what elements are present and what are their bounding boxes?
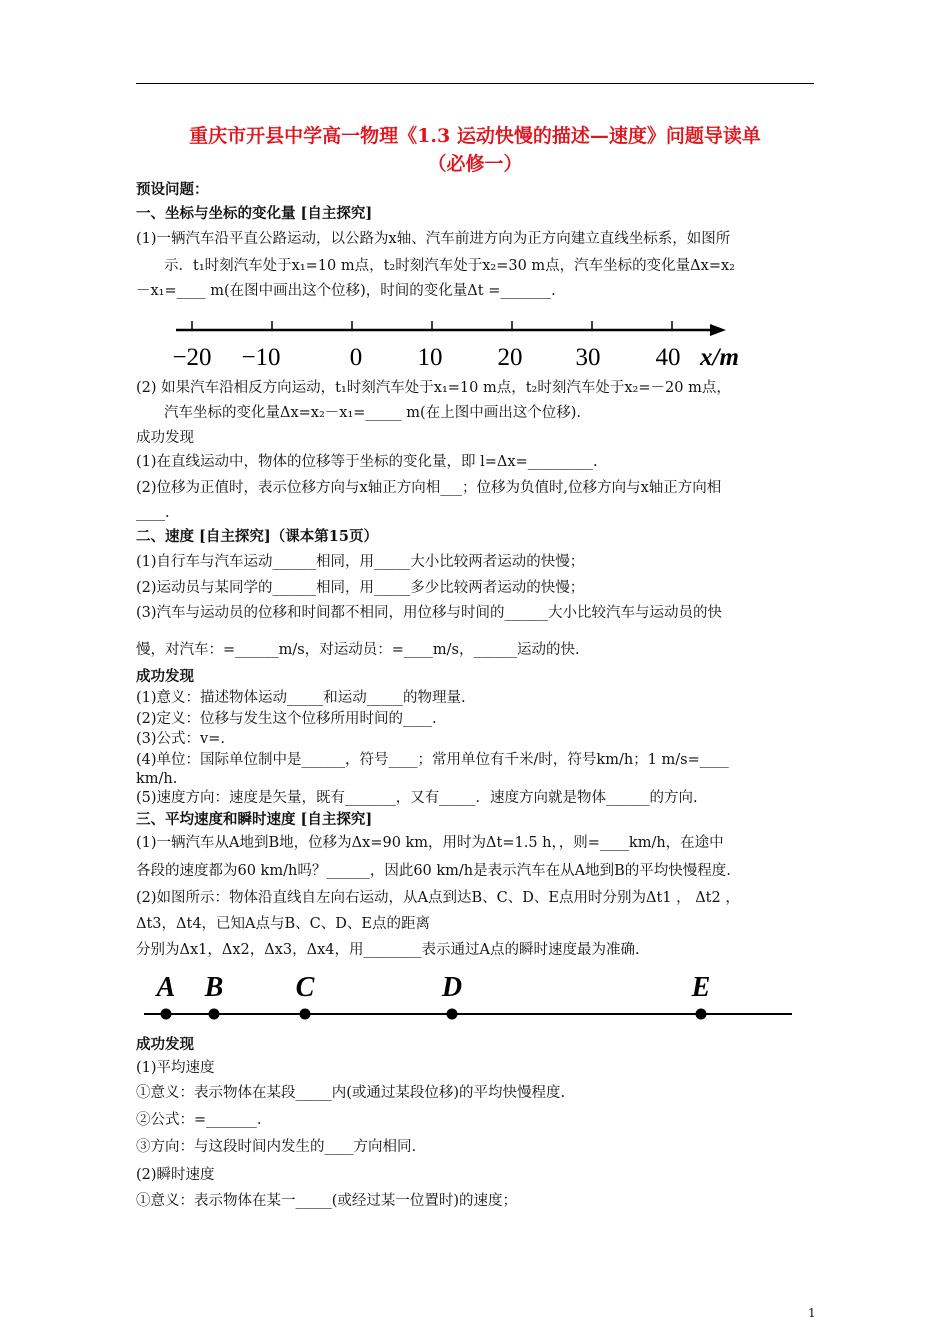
text-line: (1)一辆汽车从A地到B地，位移为Δx=90 km，用时为Δt=1.5 h，，则=____km/h，在途中 [136,835,724,851]
text-line: km/h. [136,771,178,787]
text-line: 慢，对汽车：=______m/s，对运动员：=____m/s，______运动的快. [136,642,580,658]
point-dot-c [300,1009,311,1020]
text-line: ②公式：=_______. [136,1112,262,1128]
text-line: Δt3，Δt4，已知A点与B、C、D、E点的距离 [136,916,430,932]
text-line: (2)位移为正值时，表示位移方向与x轴正方向相___；位移为负值时,位移方向与x轴正方向相 [136,480,722,496]
axis-tick-label: 20 [497,344,523,371]
section-1-heading: 一、坐标与坐标的变化量 [自主探究] [136,205,373,222]
point-label-c: C [295,972,315,1003]
text-line: 各段的速度都为60 km/h吗？______，因此60 km/h是表示汽车在从A地到B的平均快慢程度. [136,863,731,879]
text-line: 示．t₁时刻汽车处于x₁=10 m点，t₂时刻汽车处于x₂=30 m点，汽车坐标的变化量Δx=x₂ [164,258,735,274]
text-line: (2)定义：位移与发生这个位移所用时间的____. [136,711,437,727]
axis-tick-label: 40 [655,344,681,371]
page-subtitle: （必修一） [427,153,523,175]
axis-tick-label: 10 [417,344,443,371]
point-label-a: A [156,972,176,1003]
text-line: ③方向：与这段时间内发生的____方向相同. [136,1139,417,1155]
text-line: (5)速度方向：速度是矢量，既有_______，又有_____．速度方向就是物体______的方向. [136,790,698,806]
point-label-b: B [204,972,224,1003]
header-rule [136,83,814,84]
text-line: (3)公式：v=. [136,731,225,747]
axis-unit-label: x/m [700,344,739,371]
text-line: (4)单位：国际单位制中是______，符号____；常用单位有千米/时，符号km/h；1 m/s=____ [136,752,729,768]
page-title: 重庆市开县中学高一物理《1.3 运动快慢的描述—速度》问题导读单 [189,125,761,147]
text-line: (1)一辆汽车沿平直公路运动，以公路为x轴、汽车前进方向为正方向建立直线坐标系，如图所 [136,231,731,247]
text-line: (2)运动员与某同学的______相同，用_____多少比较两者运动的快慢； [136,580,585,596]
points-line-diagram [136,966,806,1030]
axis-tick-label: 0 [349,344,363,371]
text-line: ①意义：表示物体在某段_____内(或通过某段位移)的平均快慢程度. [136,1085,566,1101]
axis-tick-label: 30 [575,344,601,371]
section-3-heading: 三、平均速度和瞬时速度 [自主探究] [136,811,373,828]
text-line: (1)在直线运动中，物体的位移等于坐标的变化量，即 l=Δx=_________. [136,454,598,470]
text-line: ①意义：表示物体在某一_____(或经过某一位置时)的速度； [136,1193,518,1209]
axis-tick-label: −20 [172,344,212,371]
text-line: (1)意义：描述物体运动_____和运动_____的物理量. [136,690,466,706]
text-line: (1)自行车与汽车运动______相同，用_____大小比较两者运动的快慢； [136,554,585,570]
point-dot-d [447,1009,458,1020]
success-heading: 成功发现 [136,668,194,685]
text-line: ____. [136,505,170,521]
point-label-d: D [441,972,463,1003]
text-line: 分别为Δx1，Δx2，Δx3，Δx4，用________表示通过A点的瞬时速度最为准确. [136,942,640,958]
text-line: (2)瞬时速度 [136,1167,215,1183]
section-2-heading: 二、速度 [自主探究]（课本第15页） [136,528,378,545]
axis-tick-label: −10 [241,344,281,371]
text-line: (1)平均速度 [136,1060,215,1076]
text-line: (2) 如果汽车沿相反方向运动，t₁时刻汽车处于x₁=10 m点，t₂时刻汽车处于x₂=－20 m点， [136,380,731,396]
page-number: 1 [808,1306,816,1320]
point-dot-a [161,1009,172,1020]
success-heading: 成功发现 [136,430,194,446]
text-line: 汽车坐标的变化量Δx=x₂－x₁=_____ m(在上图中画出这个位移). [164,405,581,421]
point-dot-b [209,1009,220,1020]
text-line: (3)汽车与运动员的位移和时间都不相同，用位移与时间的______大小比较汽车与运动员的快 [136,605,723,621]
coordinate-axis-diagram [160,308,760,376]
point-dot-e [696,1009,707,1020]
success-heading: 成功发现 [136,1036,194,1053]
text-line: (2)如图所示：物体沿直线自左向右运动，从A点到达B、C、D、E点用时分别为Δt1 ， Δt2 ， [136,890,740,906]
text-line: －x₁=____ m(在图中画出这个位移)，时间的变化量Δt =_______. [136,283,556,299]
preset-questions-heading: 预设问题： [136,181,209,198]
point-label-e: E [691,972,711,1003]
